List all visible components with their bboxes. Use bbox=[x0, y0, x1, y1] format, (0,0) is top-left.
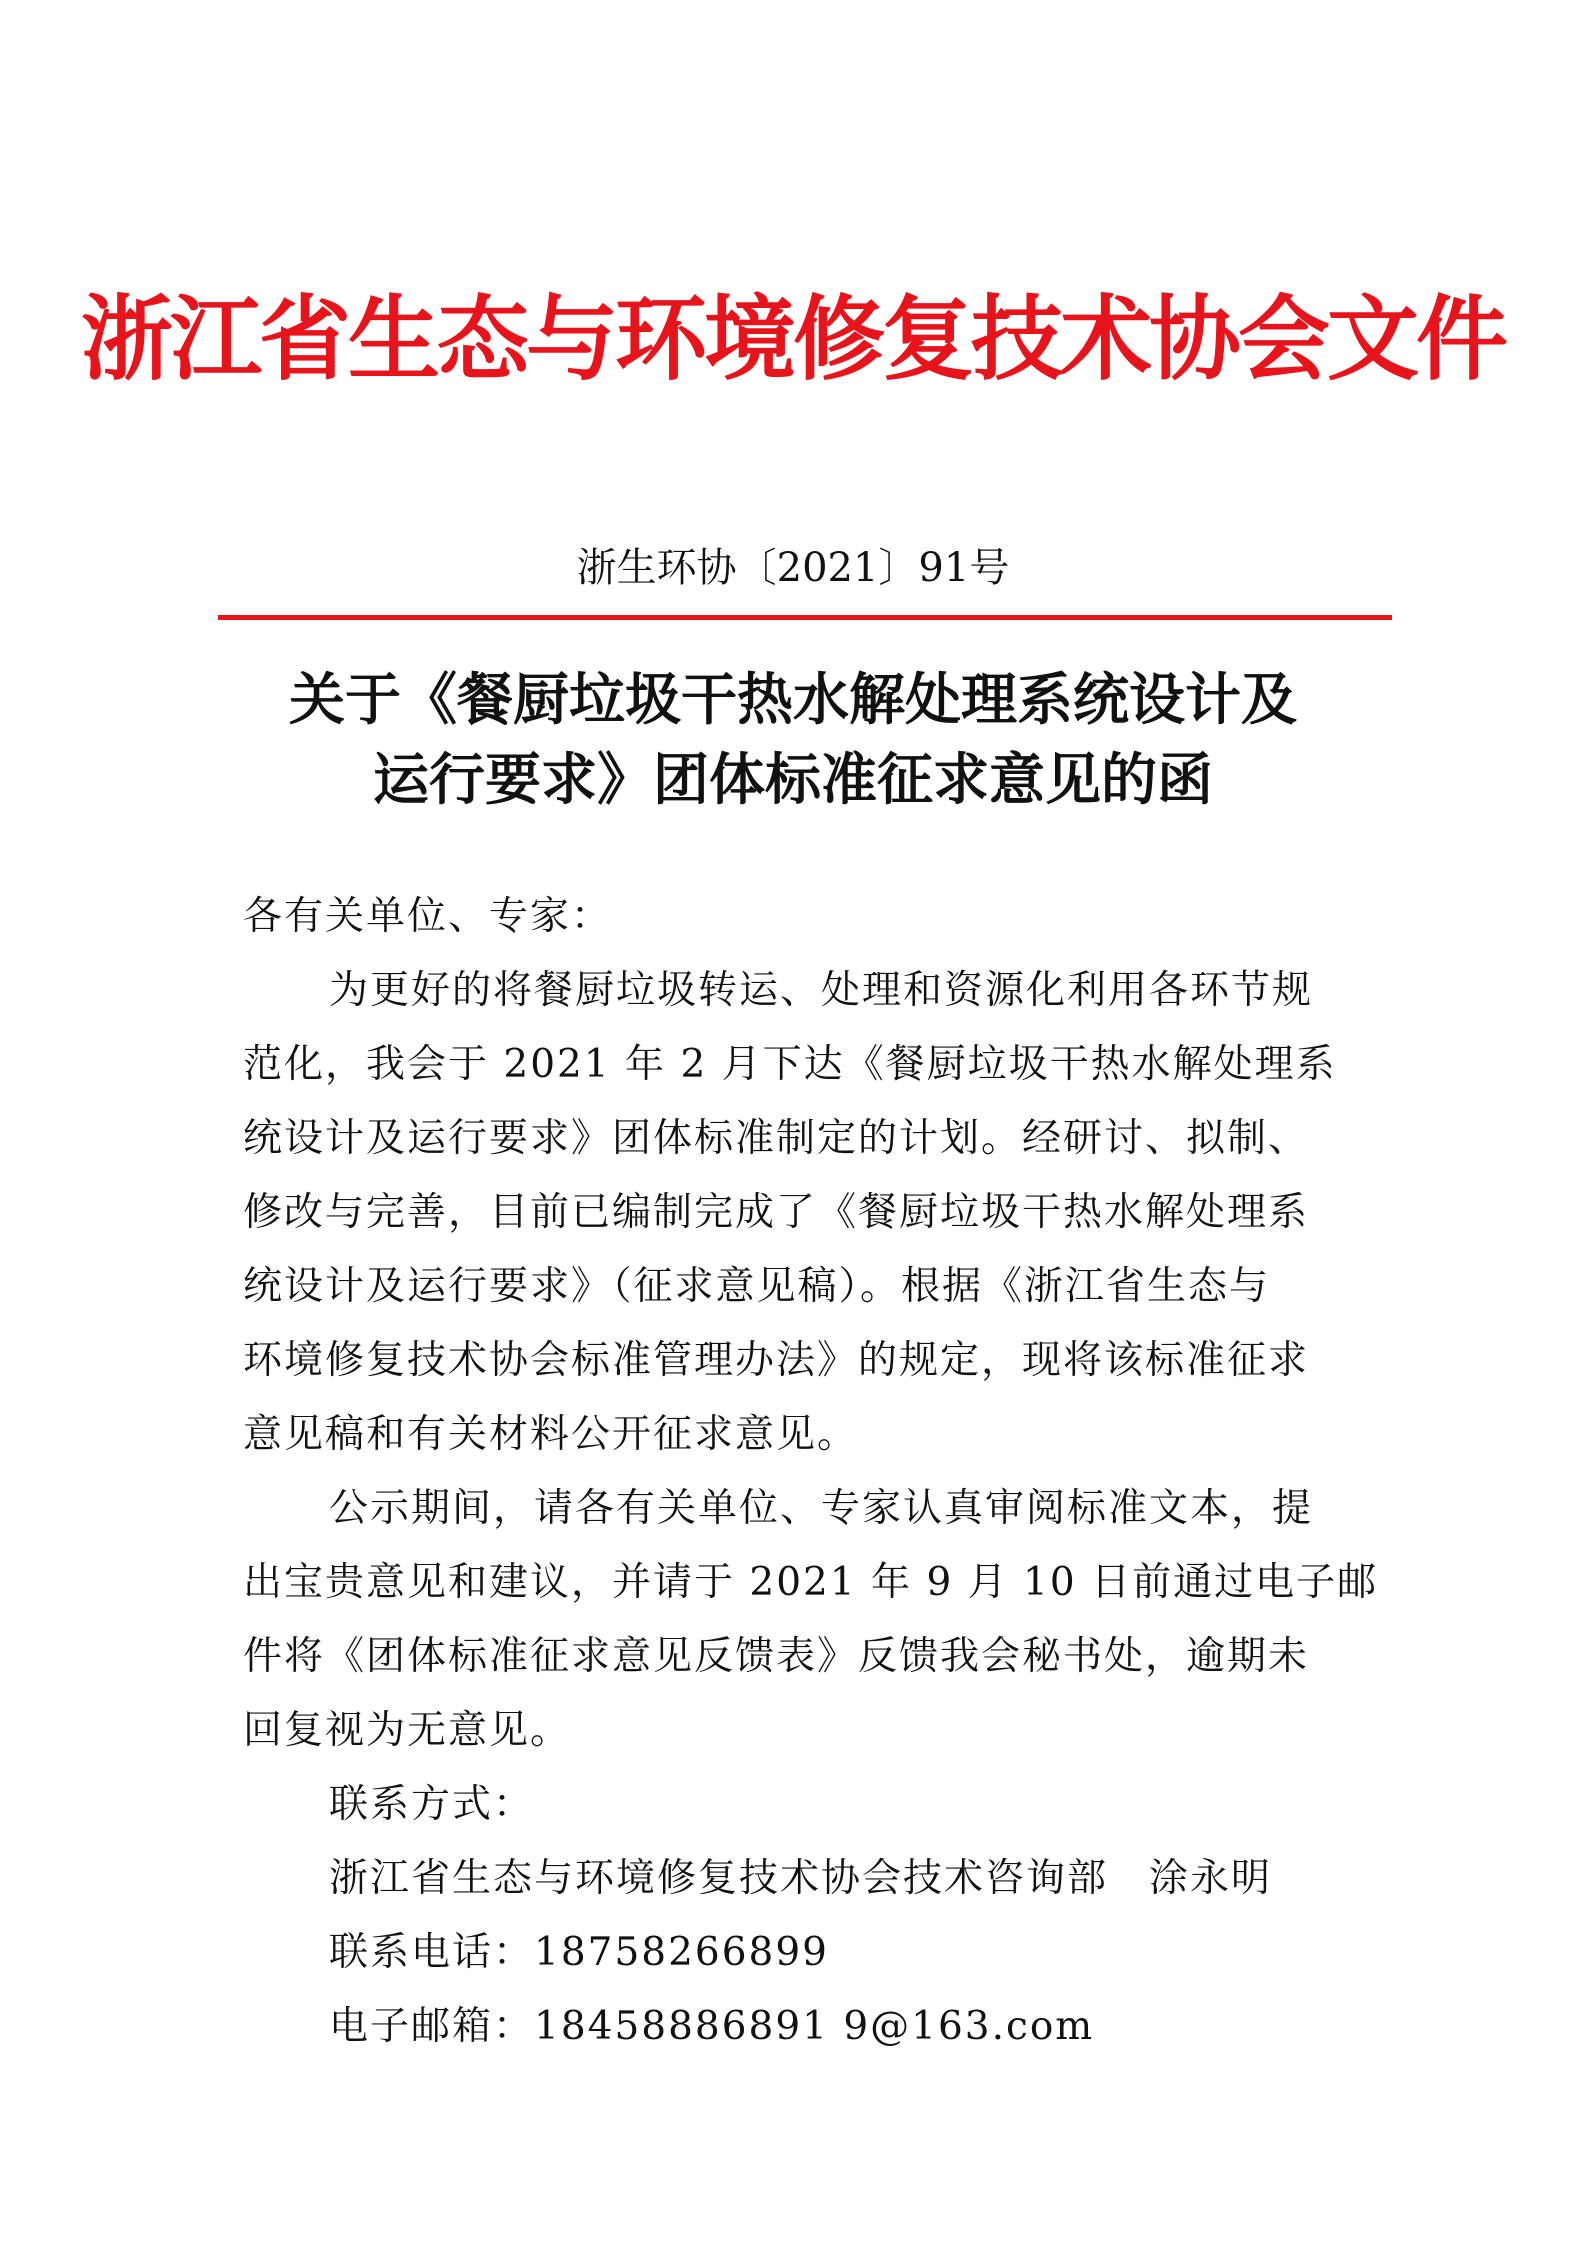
contact-heading: 联系方式： bbox=[329, 1782, 535, 1827]
salutation: 各有关单位、专家： bbox=[243, 894, 613, 939]
paragraph-line: 修改与完善，目前已编制完成了《餐厨垃圾干热水解处理系 bbox=[243, 1190, 1310, 1235]
paragraph-line: 意见稿和有关材料公开征求意见。 bbox=[243, 1412, 859, 1457]
paragraph-line: 统设计及运行要求》（征求意见稿）。根据《浙江省生态与 bbox=[243, 1264, 1271, 1309]
contact-phone: 联系电话：18758266899 bbox=[329, 1930, 829, 1975]
paragraph-line: 统设计及运行要求》团体标准制定的计划。经研讨、拟制、 bbox=[243, 1116, 1310, 1161]
paragraph-1 bbox=[243, 954, 1353, 1472]
doc-title-line: 关于《餐厨垃圾干热水解处理系统设计及 bbox=[289, 667, 1297, 733]
paragraph-line: 范化，我会于 2021 年 2 月下达《餐厨垃圾干热水解处理系 bbox=[243, 1042, 1337, 1087]
paragraph-2 bbox=[243, 1472, 1379, 1768]
contact-email: 电子邮箱：18458886891 9@163.com bbox=[329, 2004, 1095, 2049]
contact-department: 浙江省生态与环境修复技术协会技术咨询部 涂永明 bbox=[329, 1856, 1273, 1901]
body-text bbox=[243, 880, 1379, 2064]
contact-block bbox=[243, 1768, 1353, 2064]
paragraph-line: 为更好的将餐厨垃圾转运、处理和资源化利用各环节规 bbox=[329, 968, 1314, 1013]
doc-number: 浙生环协〔2021〕91号 bbox=[576, 545, 1010, 591]
doc-title bbox=[200, 660, 1386, 820]
paragraph-line: 回复视为无意见。 bbox=[243, 1708, 572, 1753]
org-header: 浙江省生态与环境修复技术协会文件 bbox=[80, 286, 1505, 393]
doc-title-line: 运行要求》团体标准征求意见的函 bbox=[373, 747, 1213, 813]
red-divider bbox=[218, 615, 1392, 620]
paragraph-line: 公示期间，请各有关单位、专家认真审阅标准文本，提 bbox=[329, 1486, 1314, 1531]
paragraph-line: 件将《团体标准征求意见反馈表》反馈我会秘书处，逾期未 bbox=[243, 1634, 1310, 1679]
paragraph-line: 环境修复技术协会标准管理办法》的规定，现将该标准征求 bbox=[243, 1338, 1310, 1383]
paragraph-line: 出宝贵意见和建议，并请于 2021 年 9 月 10 日前通过电子邮 bbox=[243, 1560, 1379, 1605]
